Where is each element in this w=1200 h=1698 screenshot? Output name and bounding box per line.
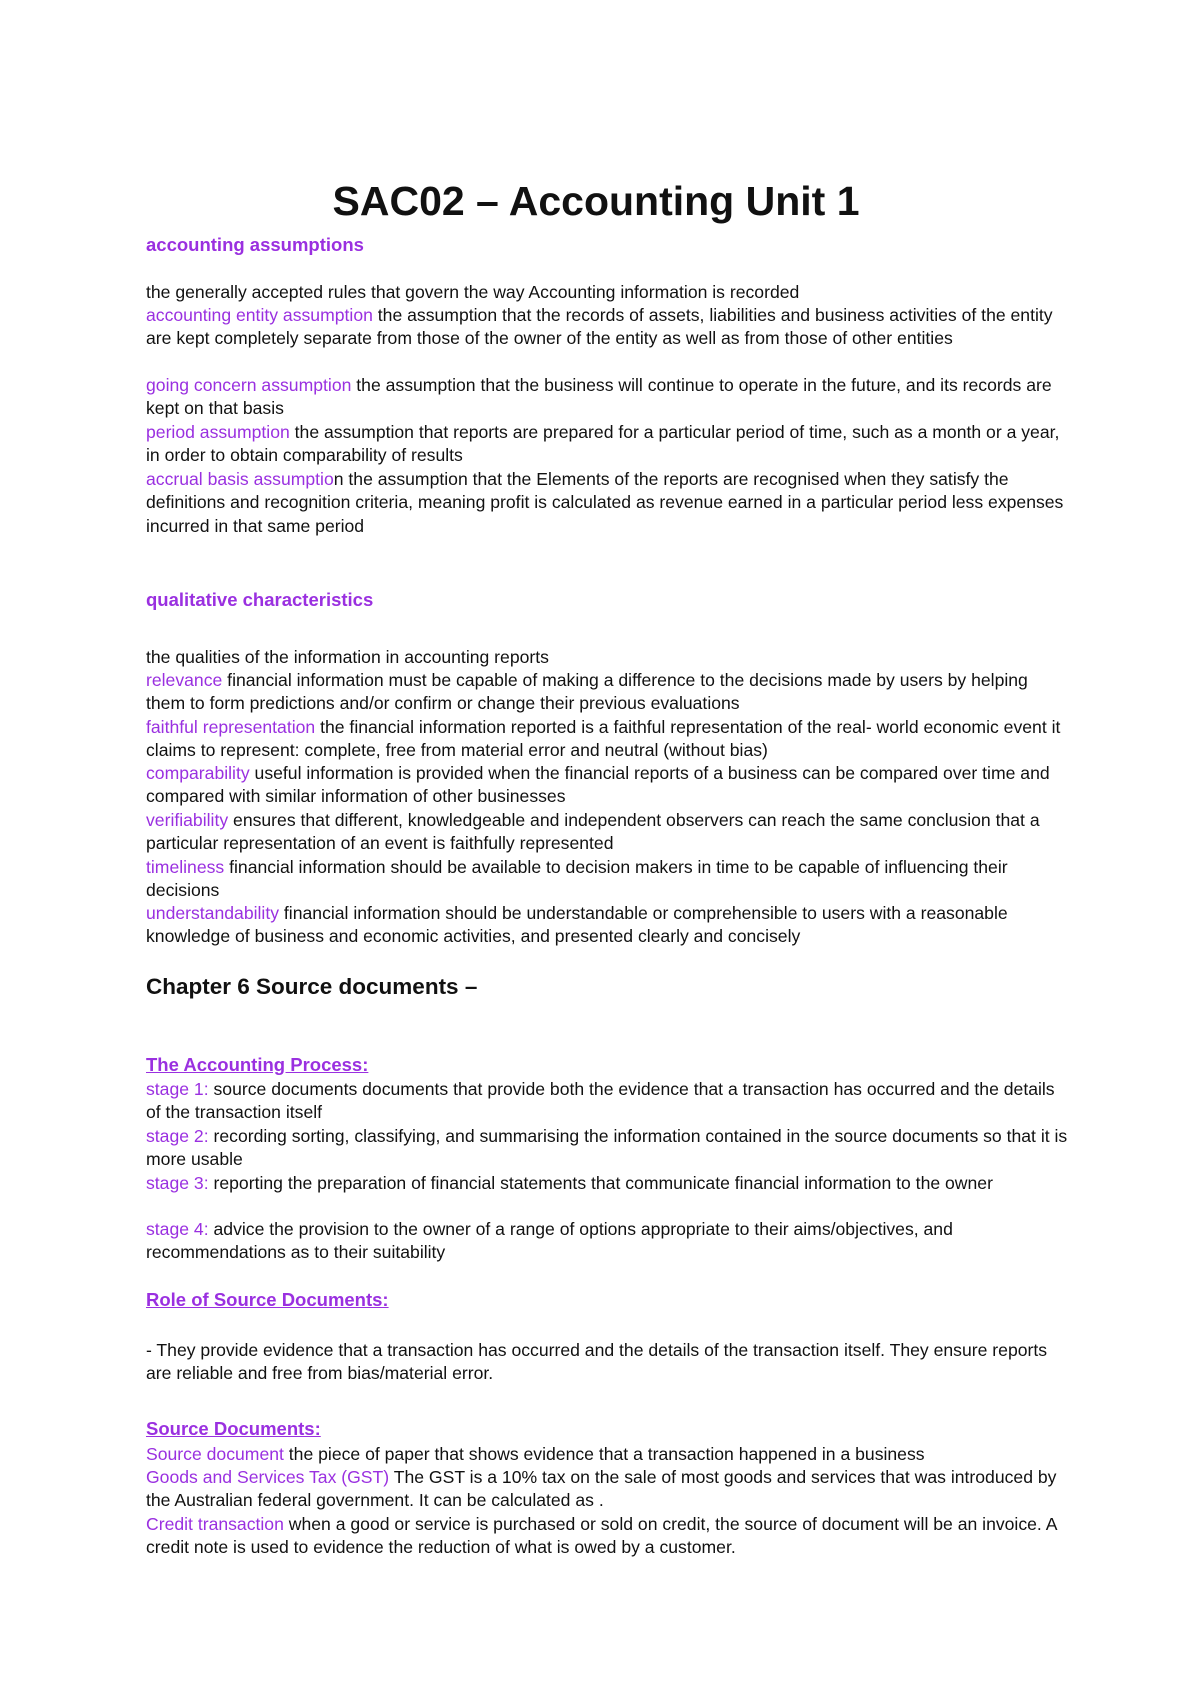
definition-text: n the assumption that the Elements of the reports are recognised when they satisfy the definitions and recognition criteria, meaning profit is calculated as revenue earned in a particular period less expenses incurred in that same period (146, 469, 1064, 536)
definition-text: when a good or service is purchased or sold on credit, the source of document will be an invoice. A credit note is used to evidence the reduction of what is owed by a customer. (146, 1514, 1057, 1558)
definition-text: source documents documents that provide both the evidence that a transaction has occurred and the details of the transaction itself (146, 1079, 1055, 1123)
definition-item (146, 1466, 1068, 1513)
section-heading-assumptions: accounting assumptions (146, 234, 364, 255)
definition-item (146, 856, 1068, 903)
definition-text: financial information must be capable of making a difference to the decisions made by users by helping them to form predictions and/or confirm or change their previous evaluations (146, 670, 1028, 714)
definition-text: the assumption that reports are prepared for a particular period of time, such as a month or a year, in order to obtain comparability of results (146, 422, 1060, 466)
role-text: - They provide evidence that a transaction has occurred and the details of the transaction itself. They ensure reports are reliable and free from bias/material error. (146, 1340, 1048, 1384)
definition-item (146, 809, 1068, 856)
definition-term: stage 3: (146, 1173, 209, 1193)
definition-term: relevance (146, 670, 223, 690)
definition-item (146, 374, 1068, 421)
definition-text: useful information is provided when the financial reports of a business can be compared over time and compared with similar information of other businesses (146, 763, 1050, 807)
definition-term: understandability (146, 903, 280, 923)
definition-text: ensures that different, knowledgeable and independent observers can reach the same conclusion that a particular representation of an event is faithfully represented (146, 810, 1040, 854)
definition-item (146, 1125, 1068, 1172)
definition-text: the financial information reported is a faithful representation of the real- world economic event it claims to represent: complete, free from material error and neutral (without bias) (146, 717, 1061, 761)
section-heading-source: Source Documents: (146, 1418, 321, 1439)
assumptions-intro: the generally accepted rules that govern the way Accounting information is recorded (146, 282, 800, 302)
definition-term: timeliness (146, 857, 225, 877)
definition-text: recording sorting, classifying, and summarising the information contained in the source documents so that it is more usable (146, 1126, 1068, 1170)
definition-term: Goods and Services Tax (GST) (146, 1467, 390, 1487)
definition-term: going concern assumption (146, 375, 352, 395)
page-title: SAC02 – Accounting Unit 1 (332, 178, 860, 224)
definition-term: faithful representation (146, 717, 316, 737)
definition-term: comparability (146, 763, 250, 783)
definition-item (146, 1078, 1068, 1125)
definition-text: reporting the preparation of financial statements that communicate financial information to the owner (208, 1173, 993, 1193)
definition-item (146, 1172, 1068, 1195)
definition-item (146, 468, 1068, 538)
definition-text: advice the provision to the owner of a range of options appropriate to their aims/objectives, and recommendations as to their suitability (146, 1219, 953, 1263)
definition-item (146, 762, 1068, 809)
definition-item (146, 304, 1068, 351)
definition-term: accounting entity assumption (146, 305, 373, 325)
definition-term: stage 2: (146, 1126, 209, 1146)
definition-item (146, 716, 1068, 763)
definition-item (146, 1513, 1068, 1560)
definition-term: stage 1: (146, 1079, 209, 1099)
definition-text: financial information should be understandable or comprehensible to users with a reasonable knowledge of business and economic activities, and presented clearly and concisely (146, 903, 1008, 947)
section-heading-process: The Accounting Process: (146, 1054, 369, 1075)
definition-text: The GST is a 10% tax on the sale of most goods and services that was introduced by the Australian federal government. It can be calculated as . (146, 1467, 1057, 1511)
definition-item (146, 1218, 1068, 1265)
definition-item (146, 1443, 1068, 1466)
definition-item (146, 902, 1068, 949)
qualitative-intro: the qualities of the information in accounting reports (146, 647, 549, 667)
definition-text: the assumption that the records of assets, liabilities and business activities of the entity are kept completely separate from those of the owner of the entity as well as from those of other entities (146, 305, 1053, 349)
definition-text: the piece of paper that shows evidence that a transaction happened in a business (283, 1444, 925, 1464)
section-heading-role: Role of Source Documents: (146, 1289, 389, 1310)
definition-term: Source document (146, 1444, 284, 1464)
definition-text: the assumption that the business will continue to operate in the future, and its records are kept on that basis (146, 375, 1052, 419)
definition-item (146, 421, 1068, 468)
definition-term: stage 4: (146, 1219, 209, 1239)
definition-item (146, 669, 1068, 716)
definition-term: period assumption (146, 422, 290, 442)
definition-term: verifiability (146, 810, 229, 830)
definition-term: Credit transaction (146, 1514, 284, 1534)
chapter-heading: Chapter 6 Source documents – (146, 974, 478, 999)
definition-text: financial information should be available to decision makers in time to be capable of influencing their decisions (146, 857, 1008, 901)
definition-term: accrual basis assumptio (146, 469, 334, 489)
section-heading-qualitative: qualitative characteristics (146, 589, 374, 610)
